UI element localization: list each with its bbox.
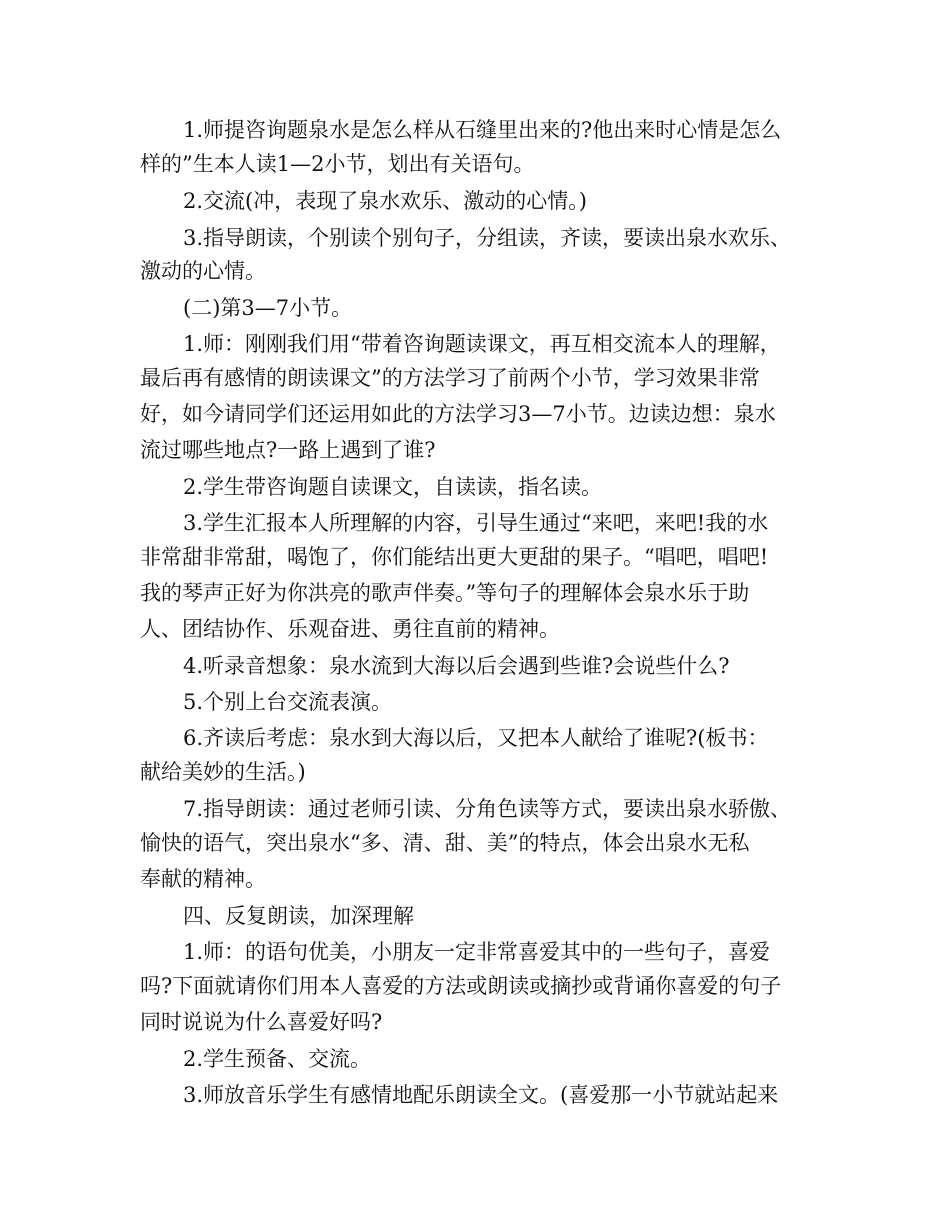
paragraph-line: 6.齐读后考虑：泉水到大海以后，又把本人献给了谁呢?(板书： bbox=[183, 726, 769, 750]
paragraph-line: 吗?下面就请你们用本人喜爱的方法或朗读或摘抄或背诵你喜爱的句子 bbox=[140, 974, 782, 998]
paragraph-line: 4.听录音想象：泉水流到大海以后会遇到些谁?会说些什么? bbox=[183, 654, 730, 678]
paragraph-line: 1.师：的语句优美，小朋友一定非常喜爱其中的一些句子，喜爱 bbox=[183, 940, 771, 964]
paragraph-line: 3.指导朗读，个别读个别句子，分组读，齐读，要读出泉水欢乐、 bbox=[183, 226, 792, 250]
paragraph-line: 奉献的精神。 bbox=[140, 867, 266, 891]
paragraph-line: 愉快的语气，突出泉水“多、清、甜、美”的特点，体会出泉水无私 bbox=[140, 831, 750, 855]
section-heading: 四、反复朗读，加深理解 bbox=[183, 904, 414, 928]
paragraph-line: 非常甜非常甜，喝饱了，你们能结出更大更甜的果子。“唱吧，唱吧! bbox=[140, 545, 769, 569]
paragraph-line: 献给美妙的生活。) bbox=[140, 760, 306, 784]
paragraph-line: 5.个别上台交流表演。 bbox=[183, 690, 393, 714]
paragraph-line: 1.师提咨询题泉水是怎么样从石缝里出来的?他出来时心情是怎么 bbox=[183, 118, 782, 142]
paragraph-line: 样的”生本人读1—2小节，划出有关语句。 bbox=[140, 152, 535, 176]
paragraph-line: 2.学生预备、交流。 bbox=[183, 1047, 372, 1071]
paragraph-line: 流过哪些地点?一路上遇到了谁? bbox=[140, 438, 436, 462]
paragraph-line: 3.学生汇报本人所理解的内容，引导生通过“来吧，来吧!我的水 bbox=[183, 511, 769, 535]
paragraph-line: 同时说说为什么喜爱好吗? bbox=[140, 1010, 383, 1034]
paragraph-line: 2.交流(冲，表现了泉水欢乐、激动的心情。) bbox=[183, 189, 587, 213]
section-heading: (二)第3—7小节。 bbox=[183, 296, 353, 320]
paragraph-line: 人、团结协作、乐观奋进、勇往直前的精神。 bbox=[140, 617, 560, 641]
paragraph-line: 激动的心情。 bbox=[140, 259, 266, 283]
paragraph-line: 好，如今请同学们还运用如此的方法学习3—7小节。边读边想：泉水 bbox=[140, 402, 776, 426]
paragraph-line: 1.师：刚刚我们用“带着咨询题读课文，再互相交流本人的理解， bbox=[183, 332, 781, 356]
paragraph-line: 我的琴声正好为你洪亮的歌声伴奏。”等句子的理解体会泉水乐于助 bbox=[140, 581, 750, 605]
paragraph-line: 7.指导朗读：通过老师引读、分角色读等方式，要读出泉水骄傲、 bbox=[183, 797, 792, 821]
paragraph-line: 2.学生带咨询题自读课文，自读读，指名读。 bbox=[183, 475, 603, 499]
paragraph-line: 3.师放音乐学生有感情地配乐朗读全文。(喜爱那一小节就站起来 bbox=[183, 1083, 779, 1107]
paragraph-line: 最后再有感情的朗读课文”的方法学习了前两个小节，学习效果非常 bbox=[140, 366, 760, 390]
